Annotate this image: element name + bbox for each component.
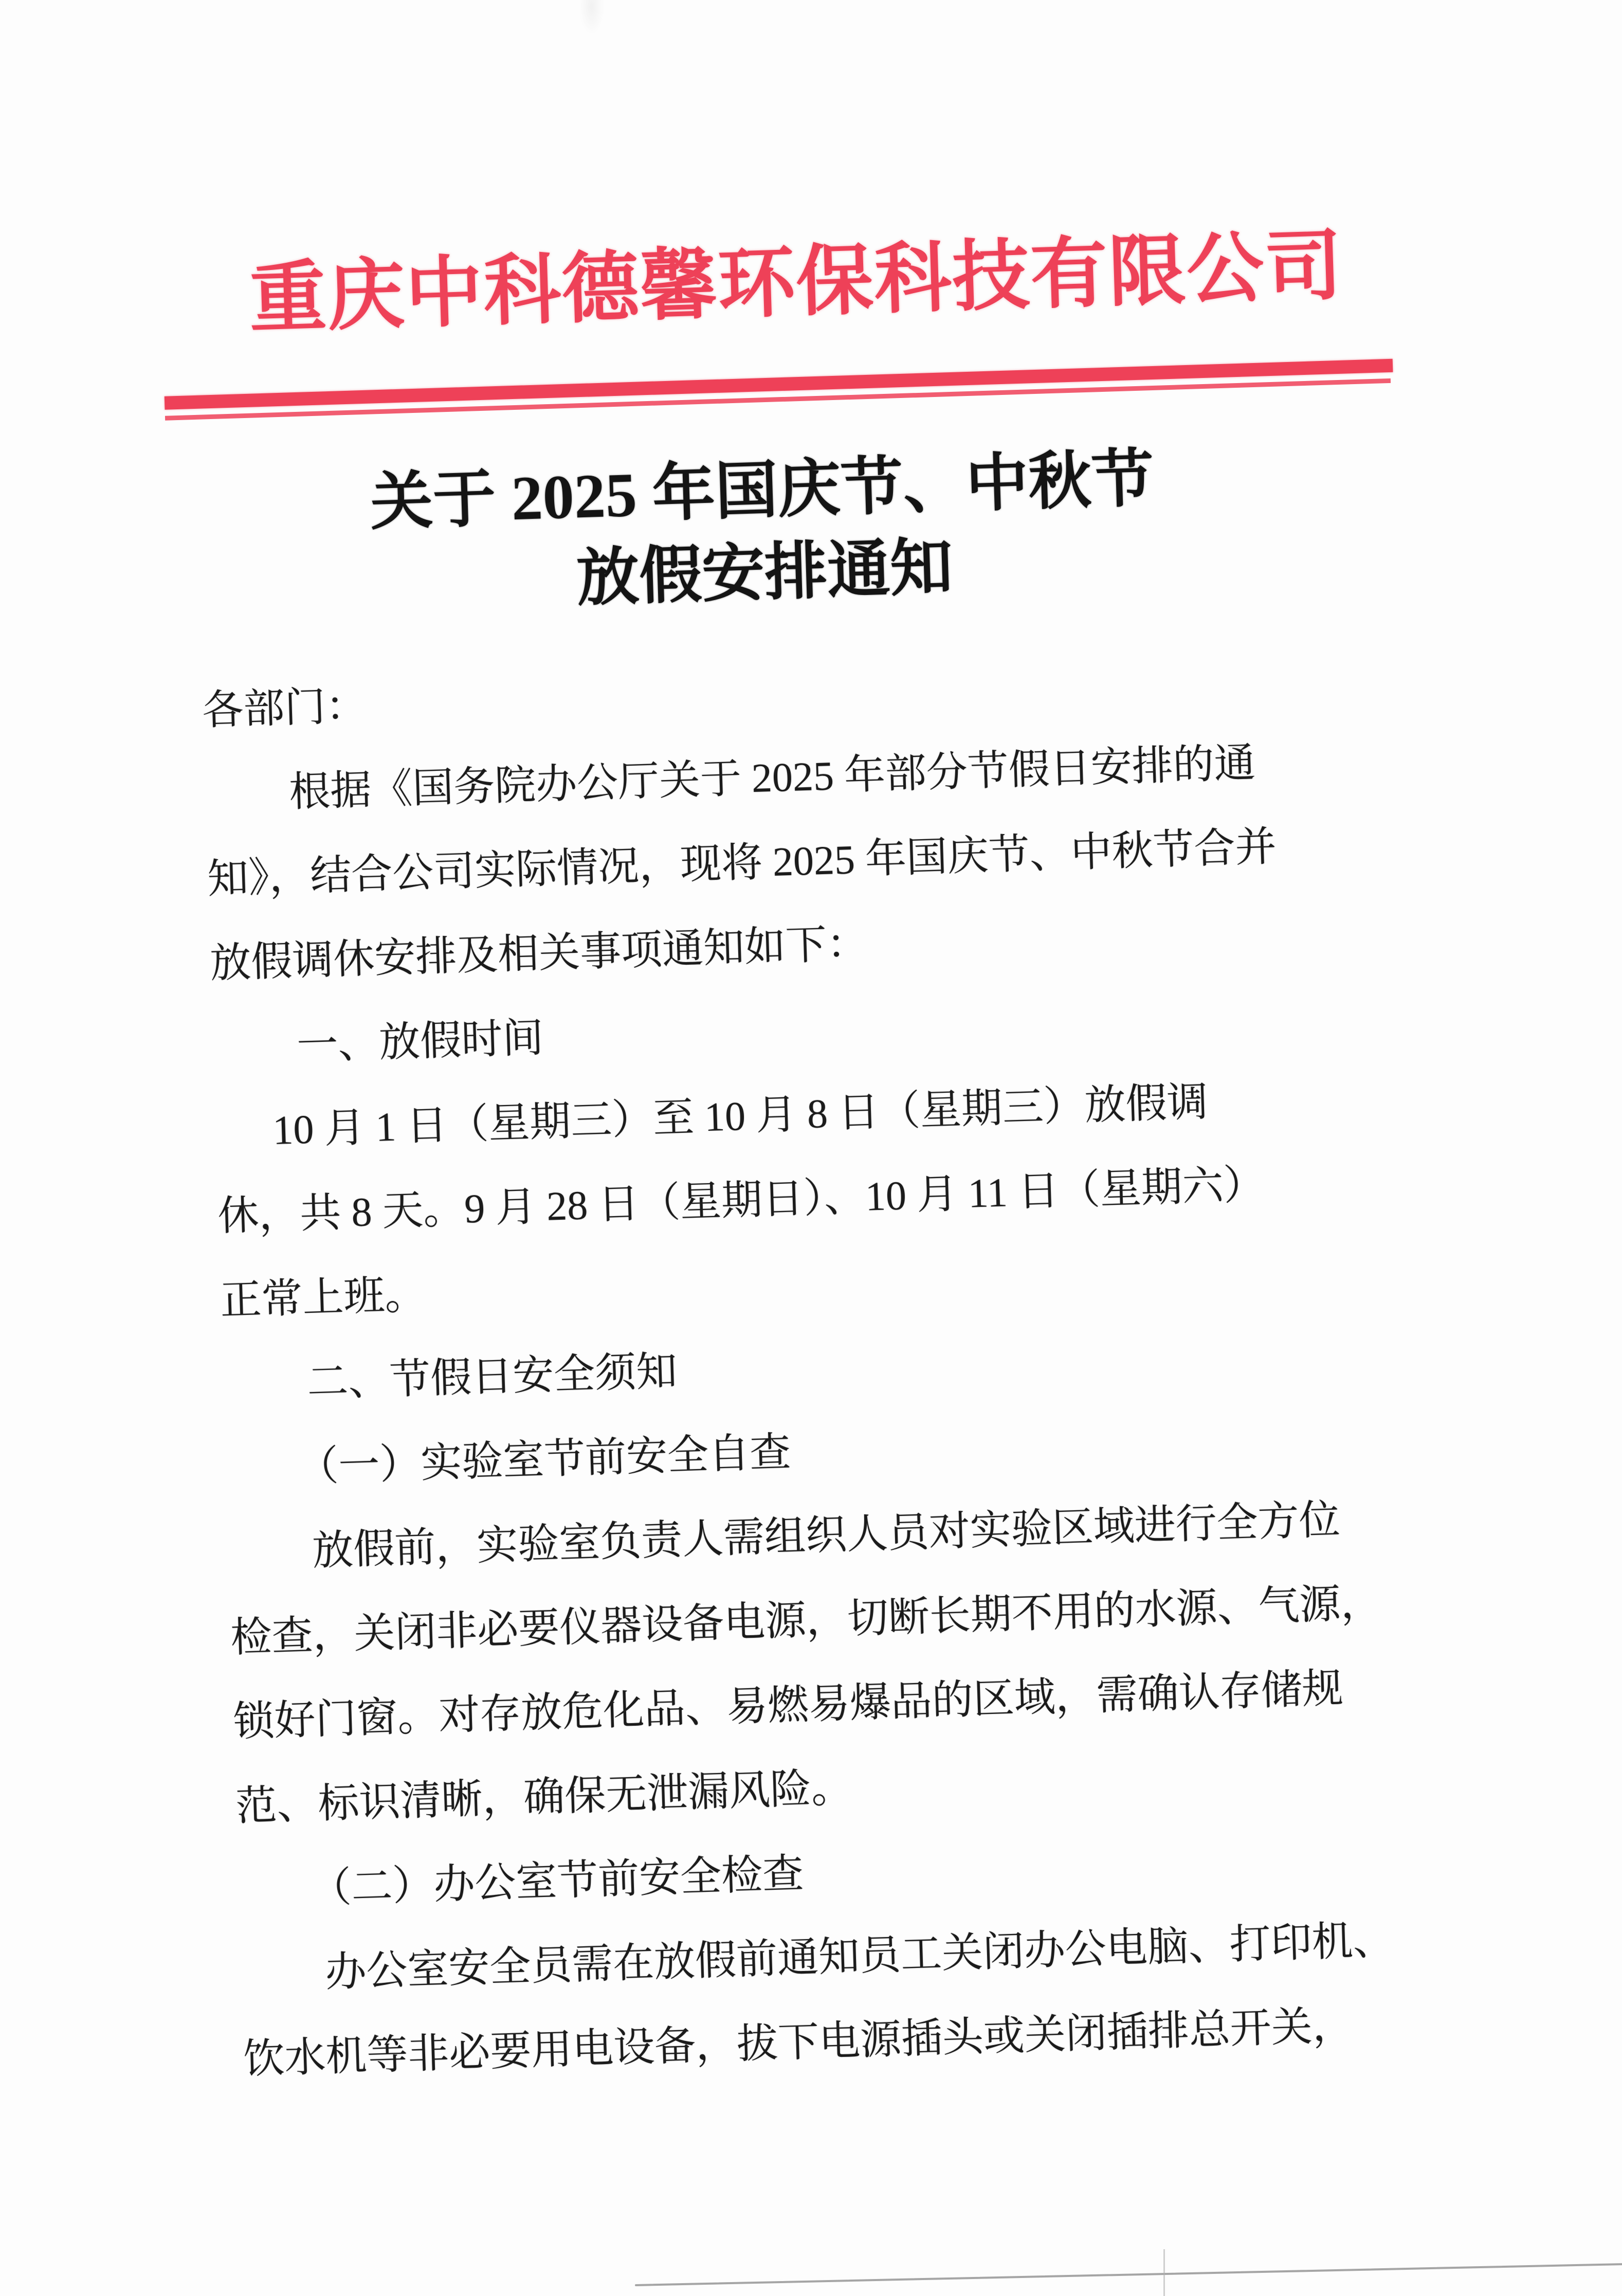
body-line: 休，共 8 天。9 月 28 日（星期日）、10 月 11 日（星期六） bbox=[217, 1162, 1265, 1240]
scan-artifact-vertical-mark bbox=[1163, 2249, 1165, 2296]
body-line: 锁好门窗。对存放危化品、易燃易爆品的区域，需确认存储规 bbox=[232, 1666, 1344, 1745]
notice-body bbox=[201, 633, 1421, 2102]
body-line: 办公室安全员需在放假前通知员工关闭办公电脑、打印机、 bbox=[324, 1918, 1395, 1996]
body-line: 二、节假日安全须知 bbox=[306, 1349, 678, 1406]
body-line: 检查，关闭非必要仪器设备电源，切断长期不用的水源、气源， bbox=[230, 1580, 1382, 1661]
body-line: 10 月 1 日（星期三）至 10 月 8 日（星期三）放假调 bbox=[272, 1079, 1209, 1153]
body-line: 各部门： bbox=[202, 683, 368, 734]
scan-artifact-smudge bbox=[580, 0, 604, 33]
body-line: （一）实验室节前安全自查 bbox=[297, 1430, 792, 1490]
body-line: 范、标识清晰，确保无泄漏风险。 bbox=[235, 1765, 853, 1830]
body-line: 根据《国务院办公厅关于 2025 年部分节假日安排的通 bbox=[288, 740, 1256, 816]
body-line: 放假调休安排及相关事项通知如下： bbox=[209, 921, 869, 987]
body-line: 一、放假时间 bbox=[296, 1015, 544, 1069]
body-line: 知》，结合公司实际情况，现将 2025 年国庆节、中秋节合并 bbox=[207, 824, 1277, 902]
body-line: （二）办公室节前安全检查 bbox=[309, 1851, 805, 1912]
company-letterhead: 重庆中科德馨环保科技有限公司 bbox=[248, 223, 1344, 342]
notice-title bbox=[0, 424, 1606, 638]
notice-title-line1: 关于 2025 年国庆节、中秋节 bbox=[369, 444, 1155, 538]
body-line: 饮水机等非必要用电设备，拔下电源插头或关闭插排总开关， bbox=[243, 2003, 1354, 2083]
notice-title-line2: 放假安排通知 bbox=[575, 533, 954, 614]
body-line: 正常上班。 bbox=[220, 1272, 427, 1324]
body-line: 放假前，实验室负责人需组织人员对实验区域进行全方位 bbox=[312, 1497, 1341, 1574]
